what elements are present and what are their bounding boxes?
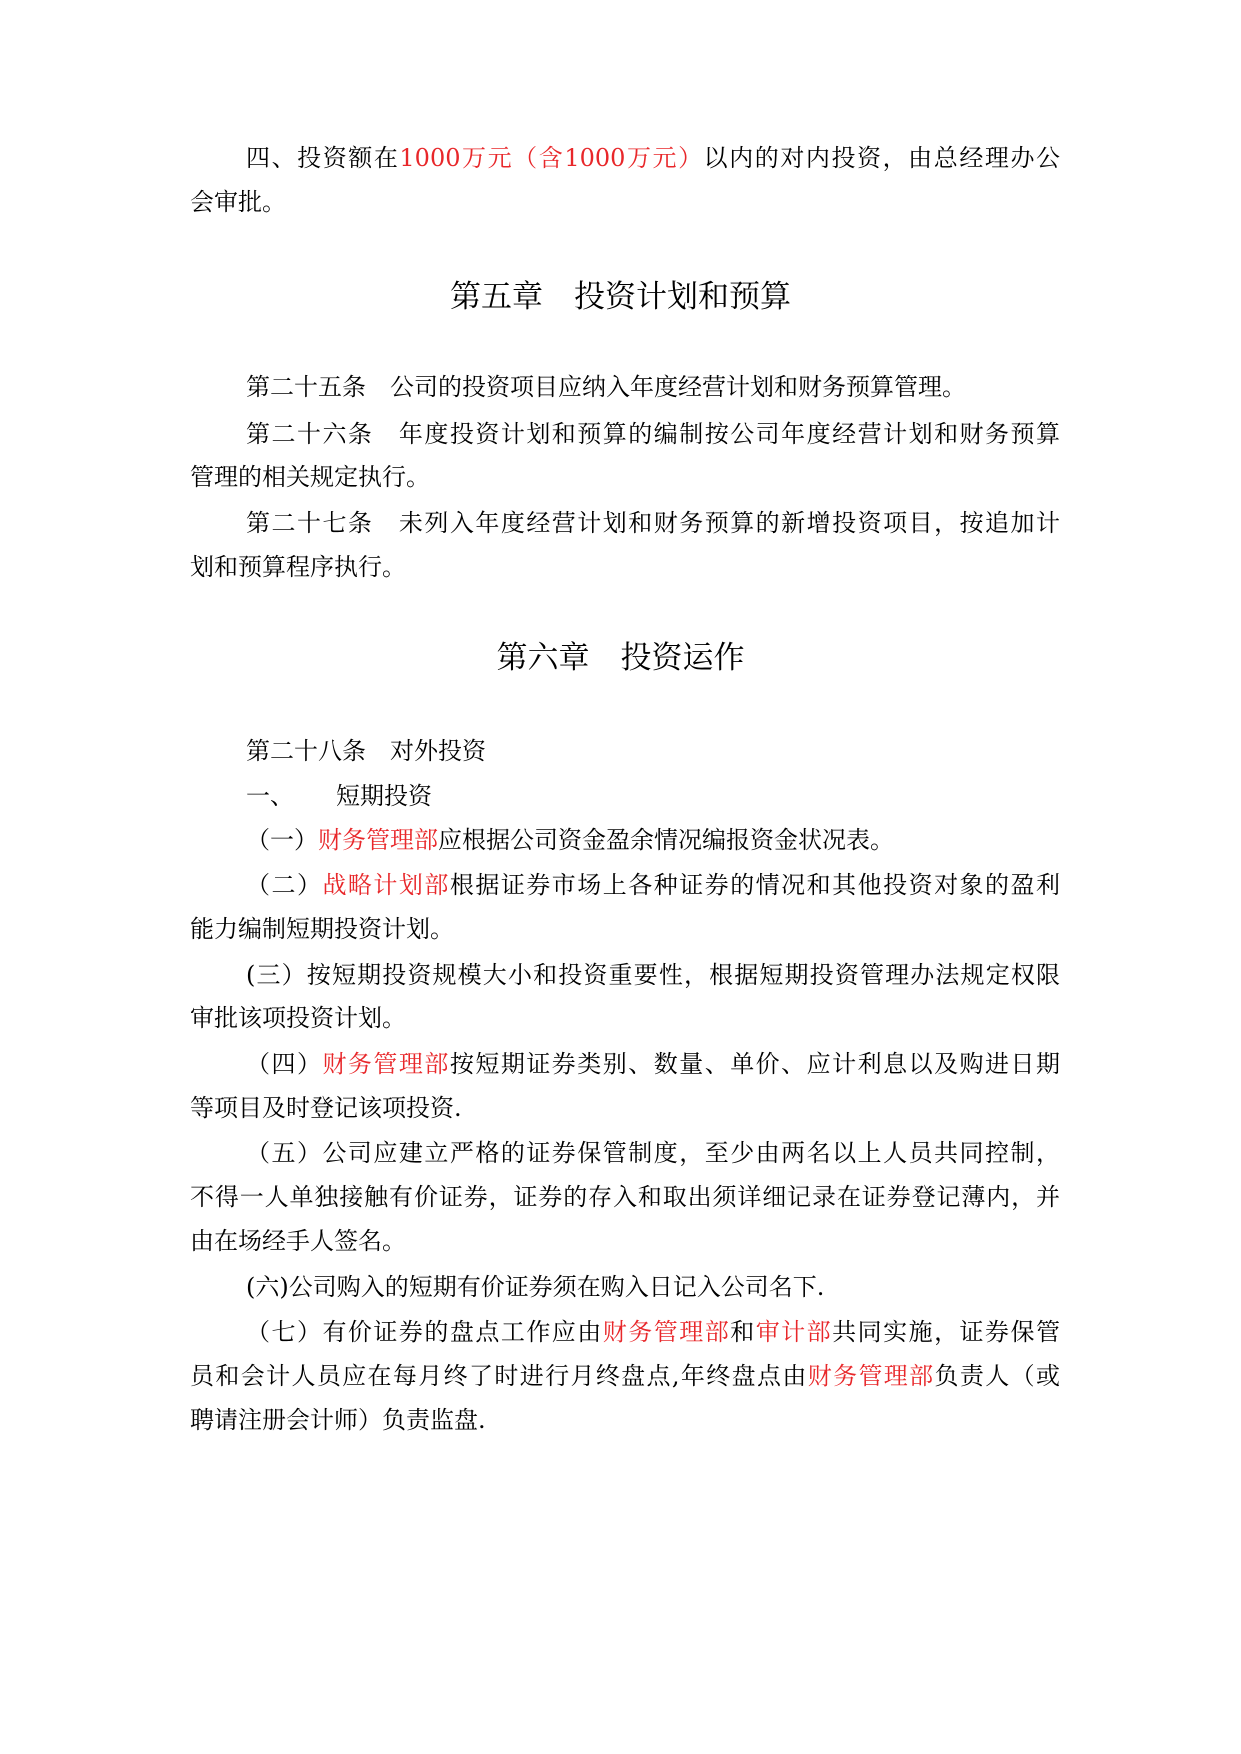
- item-6: (六)公司购入的短期有价证券须在购入日记入公司名下.: [246, 1273, 825, 1301]
- item-1: [246, 823, 1060, 857]
- item-4-amount-highlight: 1000万元（含1000万元）: [399, 144, 704, 172]
- paragraph-item-4: [246, 141, 1060, 175]
- item-2-prefix: （二）: [246, 871, 323, 899]
- article-25-number: 第二十五条: [246, 373, 366, 401]
- chapter-6-heading: 第六章 投资运作: [496, 640, 745, 676]
- item-1-text: 应根据公司资金盈余情况编报资金状况表。: [438, 826, 894, 854]
- item-7-audit-highlight: 审计部: [755, 1318, 833, 1346]
- article-26-number: 第二十六条: [246, 420, 374, 448]
- item-7-suffix: 共同实施，证券保管: [832, 1318, 1061, 1346]
- item-2-cont: 能力编制短期投资计划。: [190, 915, 454, 943]
- article-27-text: 未列入年度经营计划和财务预算的新增投资项目，按追加计: [397, 509, 1061, 537]
- article-25: [246, 370, 1060, 404]
- article-28-number: 第二十八条: [246, 737, 366, 765]
- item-1-prefix: （一）: [246, 826, 318, 854]
- item-2-text: 根据证券市场上各种证券的情况和其他投资对象的盈利: [449, 871, 1061, 899]
- item-4b-prefix: （四）: [246, 1050, 323, 1078]
- item-4-suffix: 以内的对内投资，由总经理办公: [703, 144, 1061, 172]
- section-short-term: [246, 779, 1060, 813]
- item-1-department-highlight: 财务管理部: [318, 826, 438, 854]
- item-7-prefix: （七）有价证券的盘点工作应由: [246, 1318, 603, 1346]
- article-27-cont: 划和预算程序执行。: [190, 553, 406, 581]
- item-4-cont: 等项目及时登记该项投资.: [190, 1094, 462, 1122]
- item-7-finance-highlight-2: 财务管理部: [807, 1362, 935, 1390]
- article-25-text: 公司的投资项目应纳入年度经营计划和财务预算管理。: [390, 373, 966, 401]
- item-4-prefix: 四、投资额在: [246, 144, 400, 172]
- paragraph-item-4-cont: 会审批。: [190, 188, 286, 216]
- section-short-term-number: 一、: [246, 782, 294, 810]
- article-26: [246, 417, 1060, 451]
- item-5: （五）公司应建立严格的证券保管制度，至少由两名以上人员共同控制，: [246, 1139, 1060, 1167]
- chapter-5-heading: 第五章 投资计划和预算: [450, 279, 791, 315]
- item-7-cont-prefix: 员和会计人员应在每月终了时进行月终盘点,年终盘点由: [190, 1362, 808, 1390]
- item-4b-text: 按短期证券类别、数量、单价、应计利息以及购进日期: [449, 1050, 1061, 1078]
- article-28-text: 对外投资: [390, 737, 486, 765]
- article-27: [246, 506, 1060, 540]
- item-7-mid: 和: [730, 1318, 756, 1346]
- article-26-cont: 管理的相关规定执行。: [190, 463, 430, 491]
- item-2-department-highlight: 战略计划部: [322, 871, 450, 899]
- item-3-cont: 审批该项投资计划。: [190, 1004, 406, 1032]
- article-28: [246, 734, 1060, 768]
- section-short-term-title: 短期投资: [336, 782, 432, 810]
- item-5-cont-1: 不得一人单独接触有价证券，证券的存入和取出须详细记录在证券登记薄内，并: [190, 1183, 1060, 1211]
- item-7-finance-highlight: 财务管理部: [602, 1318, 731, 1346]
- item-7-cont-suffix: 负责人（或: [934, 1362, 1061, 1390]
- item-7-cont-2: 聘请注册会计师）负责监盘.: [190, 1406, 486, 1434]
- article-27-number: 第二十七条: [246, 509, 374, 537]
- article-26-text: 年度投资计划和预算的编制按公司年度经营计划和财务预算: [397, 420, 1061, 448]
- item-2: [246, 868, 1060, 902]
- item-7-cont-1: [190, 1359, 1060, 1393]
- item-7: [246, 1315, 1060, 1349]
- item-3: (三）按短期投资规模大小和投资重要性，根据短期投资管理办法规定权限: [246, 961, 1060, 989]
- item-4: [246, 1047, 1060, 1081]
- item-4b-department-highlight: 财务管理部: [322, 1050, 450, 1078]
- item-5-cont-2: 由在场经手人签名。: [190, 1227, 406, 1255]
